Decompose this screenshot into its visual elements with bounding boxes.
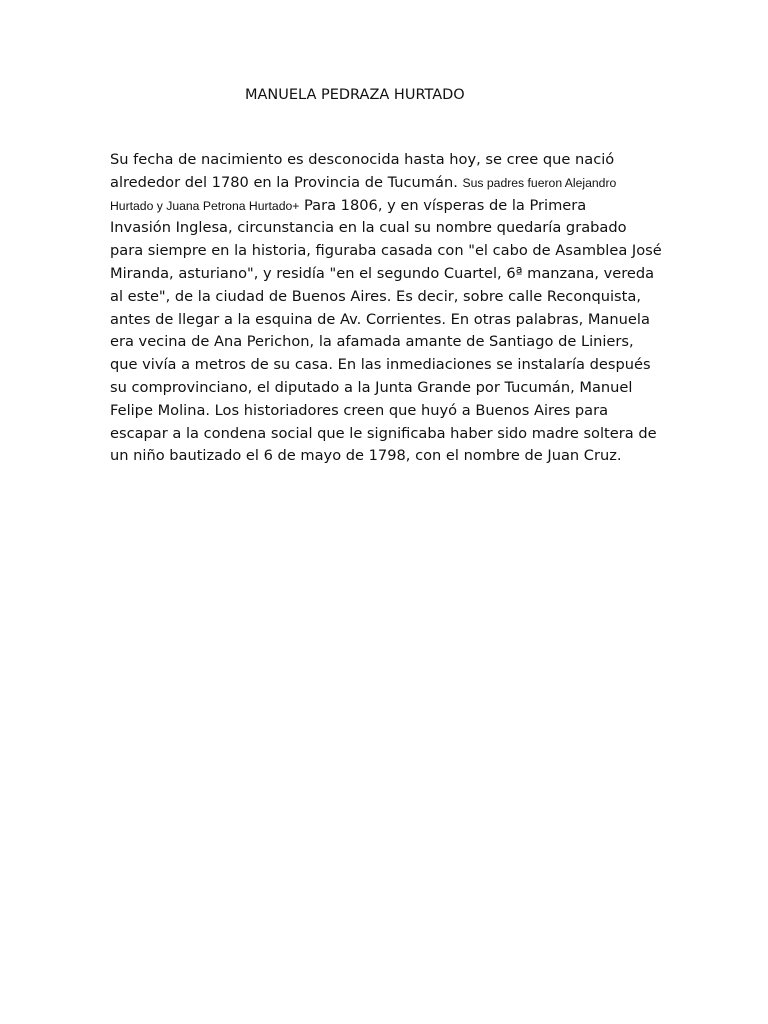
text-line: para siempre en la historia, figuraba casada con "el cabo de Asamblea José	[110, 242, 662, 260]
text-line: su comprovinciano, el diputado a la Junta Grande por Tucumán, Manuel	[110, 378, 633, 396]
text-line: Invasión Inglesa, circunstancia en la cual su nombre quedaría grabado	[110, 219, 627, 237]
inserted-text-run: Hurtado y Juana Petrona Hurtado+	[110, 198, 300, 213]
inserted-text-run: Sus padres fueron Alejandro	[462, 175, 617, 190]
text-line: escapar a la condena social que le significaba haber sido madre soltera de	[110, 424, 657, 442]
text-line: Miranda, asturiano", y residía "en el segundo Cuartel, 6ª manzana, vereda	[110, 264, 655, 282]
text-line	[110, 195, 670, 218]
text-line: Su fecha de nacimiento es desconocida hasta hoy, se cree que nació	[110, 151, 615, 168]
text-line: que vivía a metros de su casa. En las inmediaciones se instalaría después	[110, 356, 651, 374]
document-title: MANUELA PEDRAZA HURTADO	[245, 87, 465, 103]
document-body	[110, 149, 670, 468]
text-line: al este", de la ciudad de Buenos Aires. Es decir, sobre calle Reconquista,	[110, 287, 641, 305]
text-line: antes de llegar a la esquina de Av. Corrientes. En otras palabras, Manuela	[110, 310, 650, 328]
text-run: alrededor del 1780 en la Provincia de Tucumán.	[110, 173, 463, 191]
text-line: Felipe Molina. Los historiadores creen que huyó a Buenos Aires para	[110, 401, 609, 419]
text-line	[110, 172, 670, 195]
text-line: un niño bautizado el 6 de mayo de 1798, con el nombre de Juan Cruz.	[110, 447, 622, 465]
text-line: era vecina de Ana Perichon, la afamada amante de Santiago de Liniers,	[110, 333, 634, 351]
text-run: Para 1806, y en vísperas de la Primera	[299, 196, 587, 214]
